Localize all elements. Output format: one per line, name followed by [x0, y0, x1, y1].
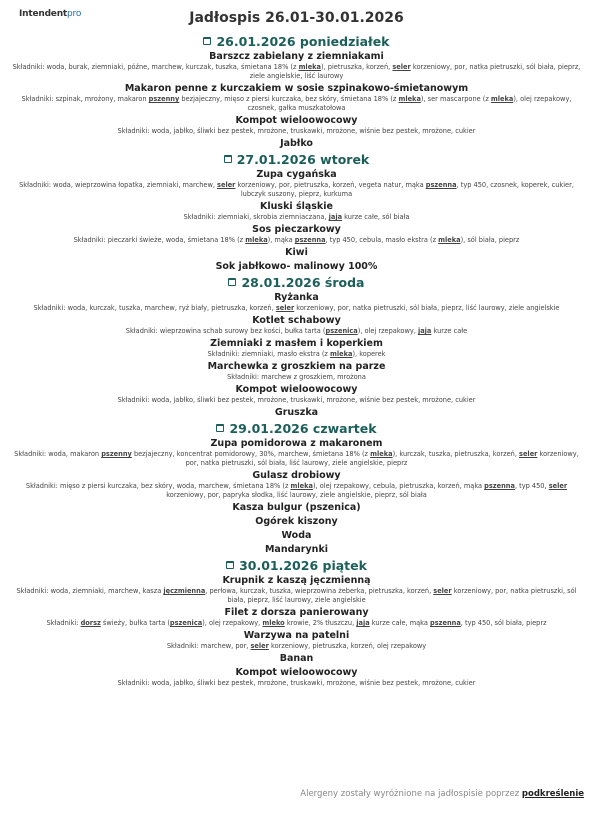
day-header — [8, 275, 585, 290]
allergen: seler — [548, 482, 568, 490]
dish-item — [8, 338, 585, 359]
footnote-emphasis: podkreślenie — [521, 789, 584, 799]
dish-item — [8, 502, 585, 514]
dish-ingredients: Składniki: dorsz świeży, bułka tarta (pszenica), olej rzepakowy, mleko krowie, 2% tłuszczu, jaja kurze całe, mąka pszenna, typ 450, sól biała, pieprz — [46, 619, 547, 627]
dish-name: Kluski śląskie — [260, 201, 333, 212]
dish-item — [8, 653, 585, 665]
calendar-icon — [224, 155, 232, 163]
day-date: 27.01.2026 — [236, 152, 316, 167]
dish-item — [8, 575, 585, 605]
dish-item — [8, 407, 585, 419]
dish-item — [8, 169, 585, 199]
allergen: mleka — [438, 236, 461, 244]
dish-name: Ziemniaki z masłem i koperkiem — [210, 338, 383, 349]
dish-name: Marchewka z groszkiem na parze — [207, 361, 386, 372]
dish-ingredients: Składniki: woda, burak, ziemniaki, późne, marchew, kurczak, tuszka, śmietana 18% (z mleka), pietruszka, korzeń, seler korzeniowy, por, natka pietruszki, sól biała, pieprz, ziele angielskie, liść laurowy — [12, 63, 581, 80]
dish-name: Makaron penne z kurczakiem w sosie szpinakowo-śmietanowym — [124, 83, 469, 94]
allergen: seler — [433, 587, 452, 595]
allergen: pszenny — [101, 450, 132, 458]
allergen: pszenna — [430, 619, 461, 627]
dish-ingredients: Składniki: marchew, por, seler korzeniowy, pietruszka, korzeń, olej rzepakowy — [166, 642, 427, 650]
dish-ingredients: Składniki: ziemniaki, skrobia ziemniaczana, jaja kurze całe, sól biała — [183, 213, 410, 221]
allergen: jaja — [417, 327, 432, 335]
allergen: mleka — [398, 95, 421, 103]
dish-name: Gulasz drobiowy — [252, 470, 341, 481]
allergen: pszenna — [425, 181, 457, 189]
dish-item — [8, 292, 585, 313]
dish-item — [8, 544, 585, 556]
allergen: mleka — [290, 482, 313, 490]
dish-name: Kiwi — [285, 247, 308, 258]
allergen: seler — [250, 642, 269, 650]
allergen: mleka — [330, 350, 353, 358]
dish-name: Warzywa na patelni — [243, 630, 350, 641]
dish-name: Gruszka — [274, 407, 319, 418]
calendar-icon — [203, 37, 211, 45]
allergen: jaja — [328, 213, 343, 221]
allergen: mleka — [370, 450, 393, 458]
dish-name: Kasza bulgur (pszenica) — [232, 502, 361, 513]
dish-ingredients: Składniki: szpinak, mrożony, makaron pszenny bezjajeczny, mięso z piersi kurczaka, bez skóry, śmietana 18% (z mleka), ser mascarpone (z mleka), olej rzepakowy, czosnek, gałka muszkatołowa — [21, 95, 572, 112]
dish-name: Sos pieczarkowy — [252, 224, 341, 235]
dish-name: Jabłko — [280, 138, 313, 149]
dish-item — [8, 667, 585, 688]
logo-accent-text: pro — [67, 9, 82, 19]
page-title: Jadłospis 26.01-30.01.2026 — [189, 10, 404, 26]
day-section — [8, 152, 585, 273]
dish-name: Krupnik z kaszą jęczmienną — [222, 575, 371, 586]
dish-name: Filet z dorsza panierowany — [224, 607, 369, 618]
day-date: 29.01.2026 — [229, 421, 309, 436]
allergen: mleka — [490, 95, 514, 103]
logo-text: Intendent — [19, 9, 68, 19]
weekly-menu — [8, 34, 585, 690]
day-weekday: czwartek — [312, 421, 377, 436]
allergen: seler — [392, 63, 411, 71]
dish-item — [8, 530, 585, 542]
day-section — [8, 421, 585, 556]
day-header — [8, 558, 585, 573]
dish-item — [8, 201, 585, 222]
allergen: pszenica — [169, 619, 203, 627]
dish-item — [8, 384, 585, 405]
dish-name: Mandarynki — [264, 544, 329, 555]
dish-ingredients: Składniki: woda, jabłko, śliwki bez pestek, mrożone, truskawki, mrożone, wiśnie bez pestek, mrożone, cukier — [117, 396, 476, 404]
dish-item — [8, 516, 585, 528]
day-date: 28.01.2026 — [241, 275, 321, 290]
calendar-icon — [226, 561, 234, 569]
dish-item — [8, 138, 585, 150]
allergen: mleka — [245, 236, 268, 244]
dish-ingredients: Składniki: woda, jabłko, śliwki bez pestek, mrożone, truskawki, mrożone, wiśnie bez pestek, mrożone, cukier — [117, 127, 476, 135]
allergen: jęczmienna — [163, 587, 206, 595]
dish-item — [8, 607, 585, 628]
dish-name: Kompot wieloowocowy — [235, 115, 358, 126]
dish-item — [8, 470, 585, 500]
dish-item — [8, 83, 585, 113]
day-section — [8, 275, 585, 419]
day-header — [8, 152, 585, 167]
dish-name: Sok jabłkowo- malinowy 100% — [215, 261, 378, 272]
dish-item — [8, 630, 585, 651]
dish-item — [8, 115, 585, 136]
dish-item — [8, 315, 585, 336]
dish-name: Ryżanka — [274, 292, 319, 303]
allergen: jaja — [356, 619, 370, 627]
day-section — [8, 558, 585, 688]
allergen: seler — [217, 181, 236, 189]
dish-item — [8, 51, 585, 81]
dish-ingredients: Składniki: woda, jabłko, śliwki bez pestek, mrożone, truskawki, mrożone, wiśnie bez pestek, mrożone, cukier — [117, 679, 476, 687]
dish-name: Barszcz zabielany z ziemniakami — [209, 51, 384, 62]
dish-item — [8, 361, 585, 382]
allergen: pszenna — [294, 236, 326, 244]
allergen: mleko — [262, 619, 285, 627]
allergen: seler — [519, 450, 538, 458]
dish-item — [8, 224, 585, 245]
allergen-footnote — [300, 789, 584, 799]
dish-ingredients: Składniki: ziemniaki, masło ekstra (z mleka), koperek — [207, 350, 386, 358]
allergen: pszenna — [484, 482, 515, 490]
footnote-text: Alergeny zostały wyróżnione na jadłospisie poprzez — [300, 789, 522, 799]
day-section — [8, 34, 585, 150]
day-date: 26.01.2026 — [216, 34, 296, 49]
allergen: mleka — [298, 63, 321, 71]
dish-name: Woda — [281, 530, 312, 541]
dish-item — [8, 247, 585, 259]
dish-ingredients: Składniki: wieprzowina schab surowy bez kości, bułka tarta (pszenica), olej rzepakowy, jaja kurze całe — [125, 327, 468, 335]
day-date: 30.01.2026 — [239, 558, 319, 573]
dish-name: Kotlet schabowy — [252, 315, 341, 326]
day-header — [8, 34, 585, 49]
dish-name: Kompot wieloowocowy — [235, 667, 358, 678]
day-header — [8, 421, 585, 436]
dish-ingredients: Składniki: marchew z groszkiem, mrożona — [227, 373, 366, 381]
allergen: pszenica — [325, 327, 358, 335]
dish-name: Zupa cygańska — [256, 169, 337, 180]
dish-item — [8, 438, 585, 468]
dish-name: Kompot wieloowocowy — [235, 384, 358, 395]
allergen: seler — [275, 304, 295, 312]
dish-ingredients: Składniki: woda, wieprzowina łopatka, ziemniaki, marchew, seler korzeniowy, por, pietruszka, korzeń, vegeta natur, mąka pszenna, typ 450, czosnek, koperek, cukier, lubczyk suszony, pieprz, kurkuma — [19, 181, 574, 198]
allergen: pszenny — [148, 95, 180, 103]
dish-name: Banan — [279, 653, 314, 664]
dish-ingredients: Składniki: mięso z piersi kurczaka, bez skóry, woda, marchew, śmietana 18% (z mleka), olej rzepakowy, cebula, pietruszka, korzeń, mąka pszenna, typ 450, seler korzeniowy, por, papryka słodka, liść laurowy, ziele angielskie, pieprz, sól biała — [25, 482, 568, 499]
day-weekday: wtorek — [320, 152, 370, 167]
dish-item — [8, 261, 585, 273]
dish-ingredients: Składniki: pieczarki świeże, woda, śmietana 18% (z mleka), mąka pszenna, typ 450, cebula, masło ekstra (z mleka), sól biała, pieprz — [73, 236, 520, 244]
dish-ingredients: Składniki: woda, ziemniaki, marchew, kasza jęczmienna, perłowa, kurczak, tuszka, wieprzowina żeberka, pietruszka, korzeń, seler korzeniowy, por, natka pietruszki, sól biała, pieprz, liść laurowy, ziele angielskie — [16, 587, 577, 604]
day-weekday: poniedziałek — [299, 34, 390, 49]
calendar-icon — [216, 424, 224, 432]
dish-ingredients: Składniki: woda, kurczak, tuszka, marchew, ryż biały, pietruszka, korzeń, seler korzeniowy, por, natka pietruszki, sól biała, pieprz, liść laurowy, ziele angielskie — [33, 304, 560, 312]
dish-ingredients: Składniki: woda, makaron pszenny bezjajeczny, koncentrat pomidorowy, 30%, marchew, śmietana 18% (z mleka), kurczak, tuszka, pietruszka, korzeń, seler korzeniowy, por, natka pietruszki, sól biała, liść laurowy, ziele angielskie, pieprz — [14, 450, 579, 467]
dish-name: Ogórek kiszony — [255, 516, 338, 527]
allergen: dorsz — [80, 619, 101, 627]
day-weekday: piątek — [322, 558, 367, 573]
calendar-icon — [228, 278, 236, 286]
day-weekday: środa — [324, 275, 365, 290]
dish-name: Zupa pomidorowa z makaronem — [210, 438, 383, 449]
